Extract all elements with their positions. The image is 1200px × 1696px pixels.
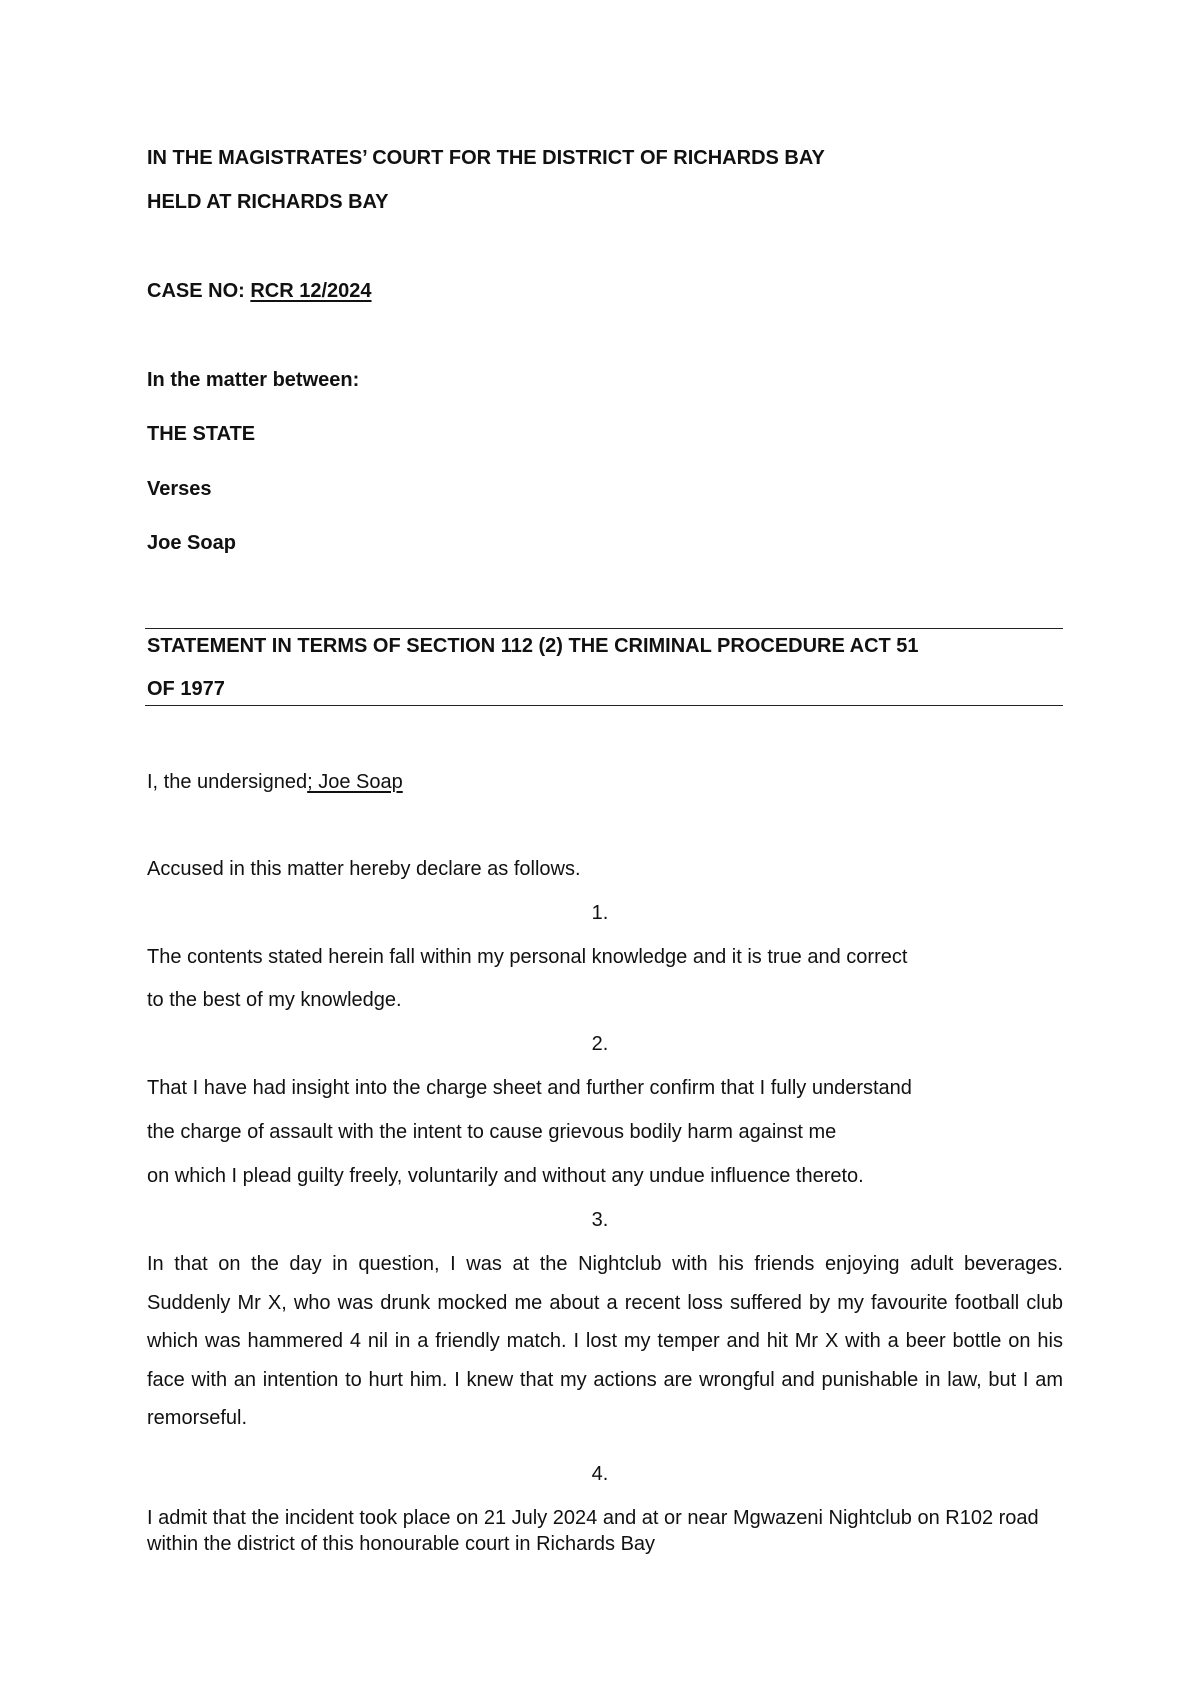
paragraph-number-1: 1. bbox=[591, 902, 609, 924]
matter-between-label: In the matter between: bbox=[147, 369, 360, 391]
declarant-prefix: I, the undersigned bbox=[147, 771, 308, 793]
statement-title-line-2: OF 1977 bbox=[147, 678, 225, 700]
paragraph-1-line-1: The contents stated herein fall within my personal knowledge and it is true and correct bbox=[147, 946, 908, 968]
paragraph-number-4: 4. bbox=[591, 1463, 609, 1485]
declaration-intro: Accused in this matter hereby declare as follows. bbox=[147, 858, 581, 880]
declarant-name: ; Joe Soap bbox=[307, 771, 403, 793]
case-number-value: RCR 12/2024 bbox=[250, 280, 372, 302]
court-heading: IN THE MAGISTRATES’ COURT FOR THE DISTRICT OF RICHARDS BAY bbox=[147, 147, 825, 169]
declarant-line bbox=[147, 770, 403, 794]
case-number-line bbox=[147, 279, 372, 303]
held-at-heading: HELD AT RICHARDS BAY bbox=[147, 191, 389, 213]
party-accused: Joe Soap bbox=[147, 532, 236, 554]
title-top-rule bbox=[145, 628, 1063, 629]
paragraph-2-line-2: the charge of assault with the intent to cause grievous bodily harm against me bbox=[147, 1121, 837, 1143]
case-number-label: CASE NO: bbox=[147, 280, 251, 302]
paragraph-number-3: 3. bbox=[591, 1209, 609, 1231]
paragraph-2-line-3: on which I plead guilty freely, voluntarily and without any undue influence thereto. bbox=[147, 1165, 864, 1187]
paragraph-3-text: In that on the day in question, I was at the Nightclub with his friends enjoying adult beverages. Suddenly Mr X, who was drunk mocked me about a recent loss suffered by my favourite football club which was hammered 4 nil in a friendly match. I lost my temper and hit Mr X with a beer bottle on his face with an intention to hurt him. I knew that my actions are wrongful and punishable in law, but I am remorseful. bbox=[147, 1253, 1063, 1429]
title-bottom-rule bbox=[145, 705, 1063, 706]
paragraph-4-text: I admit that the incident took place on 21 July 2024 and at or near Mgwazeni Nightclub on R102 road within the district of this honourable court in Richards Bay bbox=[147, 1507, 1039, 1555]
paragraph-1-line-2: to the best of my knowledge. bbox=[147, 989, 402, 1011]
paragraph-2-line-1: That I have had insight into the charge sheet and further confirm that I fully understand bbox=[147, 1077, 912, 1099]
versus-label: Verses bbox=[147, 478, 212, 500]
party-state: THE STATE bbox=[147, 423, 256, 445]
statement-title-line-1: STATEMENT IN TERMS OF SECTION 112 (2) THE CRIMINAL PROCEDURE ACT 51 bbox=[147, 635, 919, 657]
paragraph-number-2: 2. bbox=[591, 1033, 609, 1055]
